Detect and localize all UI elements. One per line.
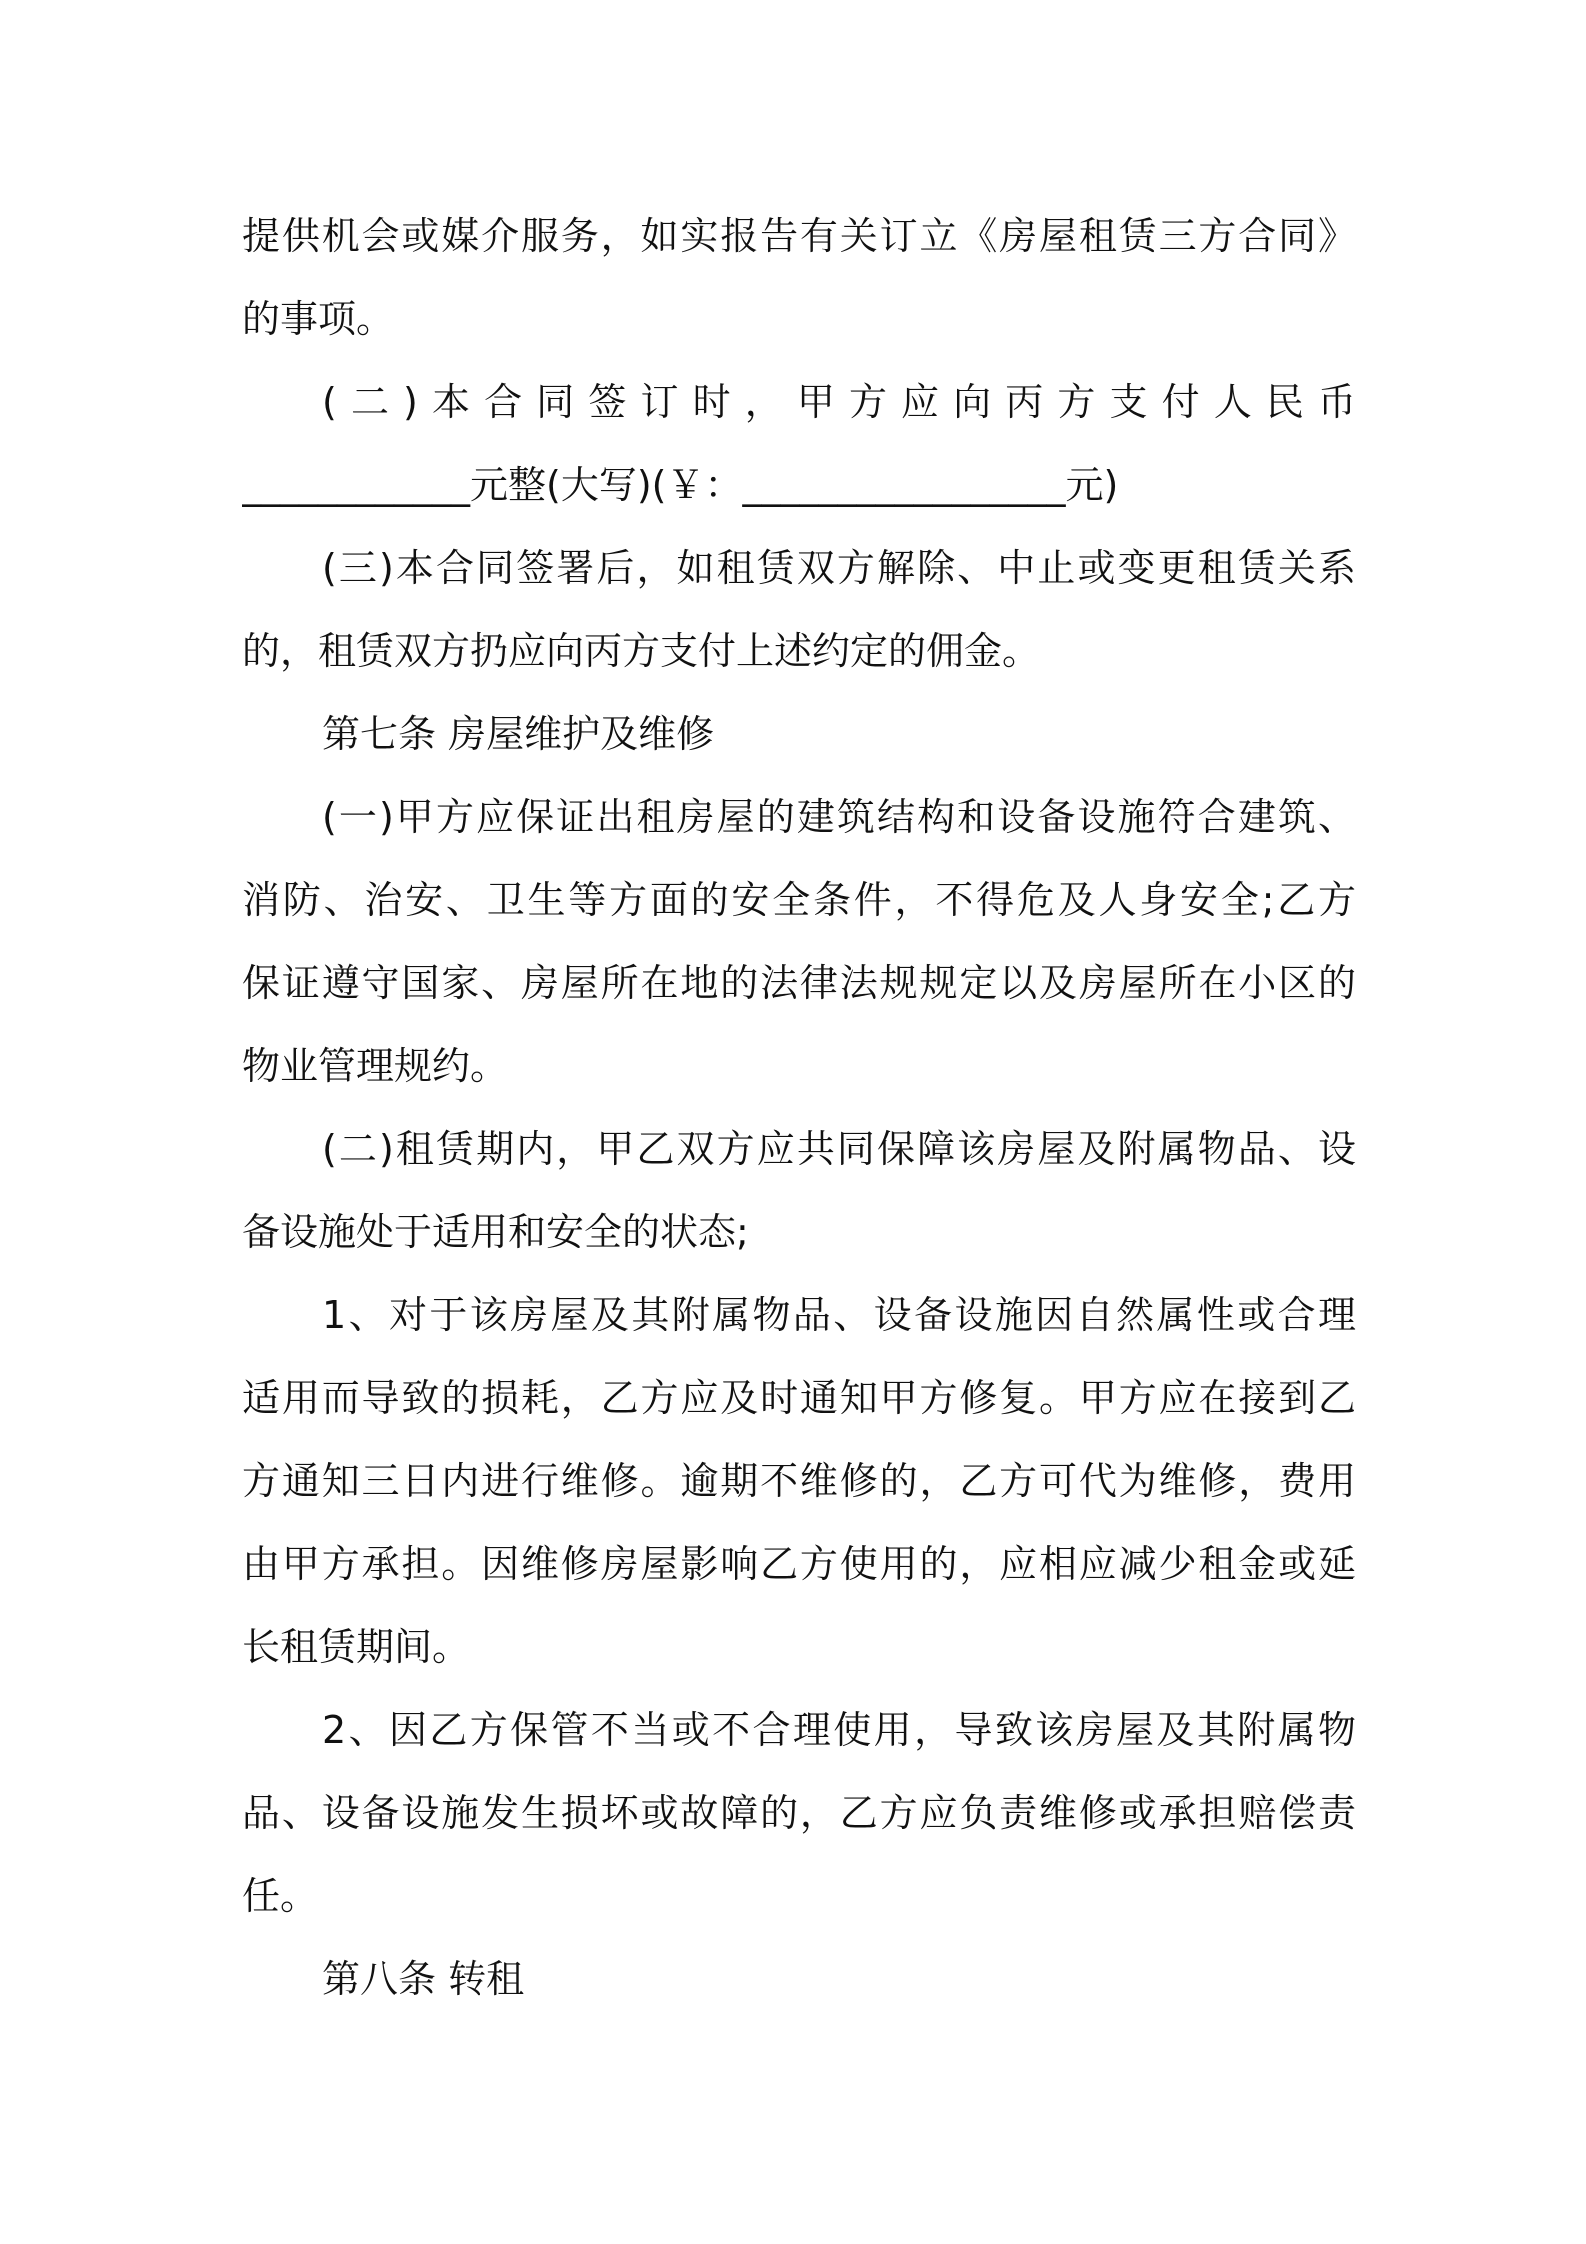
paragraph-line: 长租赁期间。 [242, 1625, 471, 1669]
paragraph-line: 保证遵守国家、房屋所在地的法律法规规定以及房屋所在小区的 [242, 961, 1356, 1005]
paragraph-line: 1、对于该房屋及其附属物品、设备设施因自然属性或合理 [322, 1293, 1356, 1337]
paragraph-line: (二)租赁期内，甲乙双方应共同保障该房屋及附属物品、设 [322, 1127, 1356, 1171]
paragraph-line: 的事项。 [242, 297, 395, 341]
paragraph-line: (二)本合同签订时，甲方应向丙方支付人民币 [322, 380, 1356, 424]
paragraph-line: 由甲方承担。因维修房屋影响乙方使用的，应相应减少租金或延 [242, 1542, 1356, 1586]
paragraph-line: 适用而导致的损耗，乙方应及时通知甲方修复。甲方应在接到乙 [242, 1376, 1356, 1420]
paragraph-line: 的，租赁双方扔应向丙方支付上述约定的佣金。 [242, 629, 1041, 673]
section-heading: 第七条 房屋维护及维修 [322, 712, 715, 756]
paragraph-line: (三)本合同签署后，如租赁双方解除、中止或变更租赁关系 [322, 546, 1356, 590]
paragraph-line: 提供机会或媒介服务，如实报告有关订立《房屋租赁三方合同》 [242, 214, 1356, 258]
paragraph-line: 任。 [242, 1874, 319, 1918]
paragraph-line: ____________元整(大写)(￥：_________________元) [242, 463, 1119, 507]
paragraph-line: 备设施处于适用和安全的状态; [242, 1210, 749, 1254]
paragraph-line: 2、因乙方保管不当或不合理使用，导致该房屋及其附属物 [322, 1708, 1356, 1752]
contract-text [242, 195, 1356, 2021]
paragraph-line: 品、设备设施发生损坏或故障的，乙方应负责维修或承担赔偿责 [242, 1791, 1356, 1835]
section-heading: 第八条 转租 [322, 1957, 525, 2001]
paragraph-line: 消防、治安、卫生等方面的安全条件，不得危及人身安全;乙方 [242, 878, 1356, 922]
paragraph-line: 物业管理规约。 [242, 1044, 509, 1088]
paragraph-line: (一)甲方应保证出租房屋的建筑结构和设备设施符合建筑、 [322, 795, 1356, 839]
paragraph-line: 方通知三日内进行维修。逾期不维修的，乙方可代为维修，费用 [242, 1459, 1356, 1503]
